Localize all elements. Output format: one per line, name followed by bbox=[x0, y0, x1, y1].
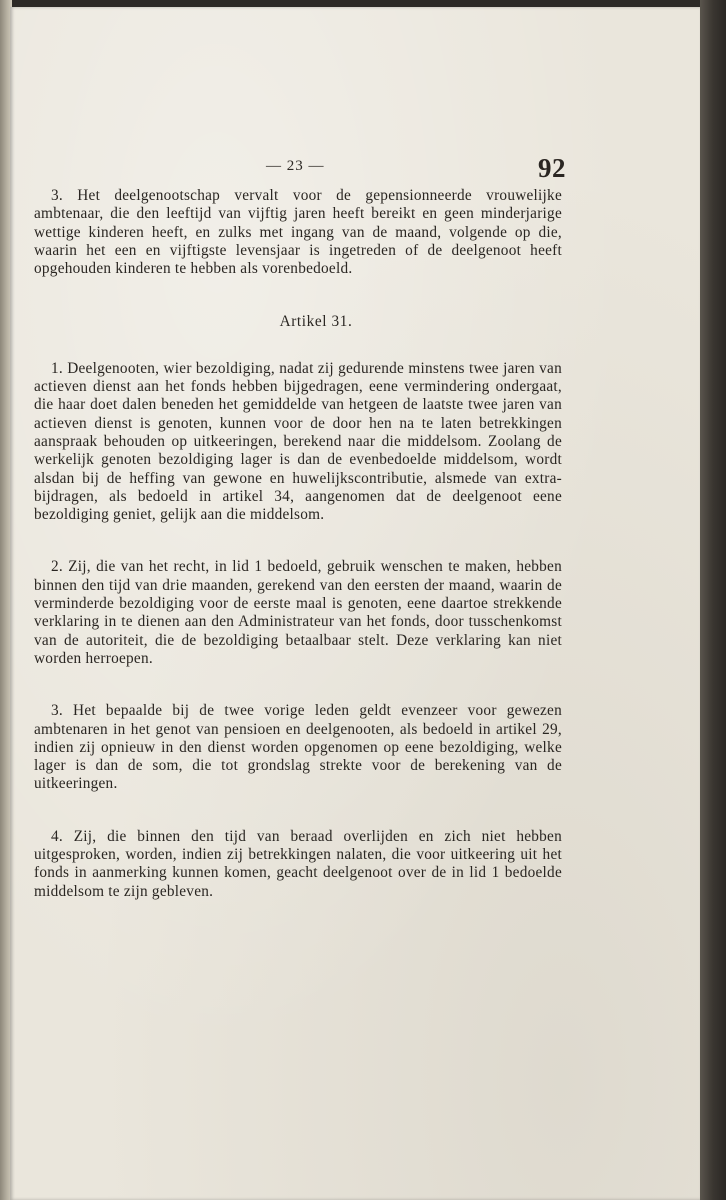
scan-border-right bbox=[700, 0, 726, 1200]
page-header bbox=[34, 153, 566, 187]
paragraph-2: 2. Zij, die van het recht, in lid 1 bedoeld, gebruik wenschen te maken, hebben binnen den tijd van drie maanden, gerekend van den eersten der maand, waarin de verminderde bezoldiging voor de eerste maal is genoten, eene daartoe strekkende verklaring in te dienen aan den Administrateur van het fonds, door tusschenkomst van de autoriteit, die de bezoldiging betaalbaar stelt. Deze verklaring kan niet worden herroepen. bbox=[34, 558, 562, 667]
paragraph-4: 4. Zij, die binnen den tijd van beraad overlijden en zich niet hebben uitgesproken, worden, indien zij betrekkingen nalaten, die voor uitkeering uit het fonds in aanmerking kunnen komen, geacht deelgenoot over de in lid 1 bedoelde middelsom te zijn gebleven. bbox=[34, 827, 562, 900]
document-page bbox=[10, 7, 700, 1200]
paragraph-1: 1. Deelgenooten, wier bezoldiging, nadat zij gedurende minstens twee jaren van actieven dienst aan het fonds hebben bijgedragen, eene vermindering ondergaat, die haar doet dalen beneden het gemiddelde van hetgeen de laatste twee jaren van actieven dienst is genoten, kunnen voor de door hen na te laten betrekkingen aanspraak behouden op uitkeeringen, berekend naar die middelsom. Zoolang de werkelijk genoten bezoldiging lager is dan de evenbedoelde middelsom, wordt alsdan bij de heffing van gewone en huwelijkscontributie, alsmede van extra-bijdragen, als bedoeld in artikel 34, aangenomen dat de deelgenoot eene bezoldiging geniet, gelijk aan die middelsom. bbox=[34, 359, 562, 524]
article-heading: Artikel 31. bbox=[279, 313, 353, 331]
folio-number: 92 bbox=[538, 153, 566, 183]
page-number: — 23 — bbox=[266, 158, 325, 174]
page-content bbox=[34, 153, 566, 901]
paragraph-spacer bbox=[34, 794, 562, 828]
paragraph-3: 3. Het bepaalde bij de twee vorige leden geldt evenzeer voor gewezen ambtenaren in het genot van pensioen en deelgenooten, als bedoeld in artikel 29, indien zij opnieuw in den dienst worden opgenomen op eene bezoldiging, welke lager is dan de som, die tot grondslag strekte voor de berekening van de uitkeeringen. bbox=[34, 702, 562, 793]
intro-paragraph: 3. Het deelgenootschap vervalt voor de gepensionneerde vrouwelijke ambtenaar, die den leeftijd van vijftig jaren heeft bereikt en geen minderjarige wettige kinderen heeft, en zulks met ingang van de maand, volgende op die, waarin het een en vijftigste levensjaar is ingetreden of de deelgenoot heeft opgehouden kinderen te hebben als vorenbedoeld. bbox=[34, 187, 562, 278]
paragraph-spacer bbox=[34, 668, 562, 702]
paragraph-spacer bbox=[34, 524, 562, 558]
